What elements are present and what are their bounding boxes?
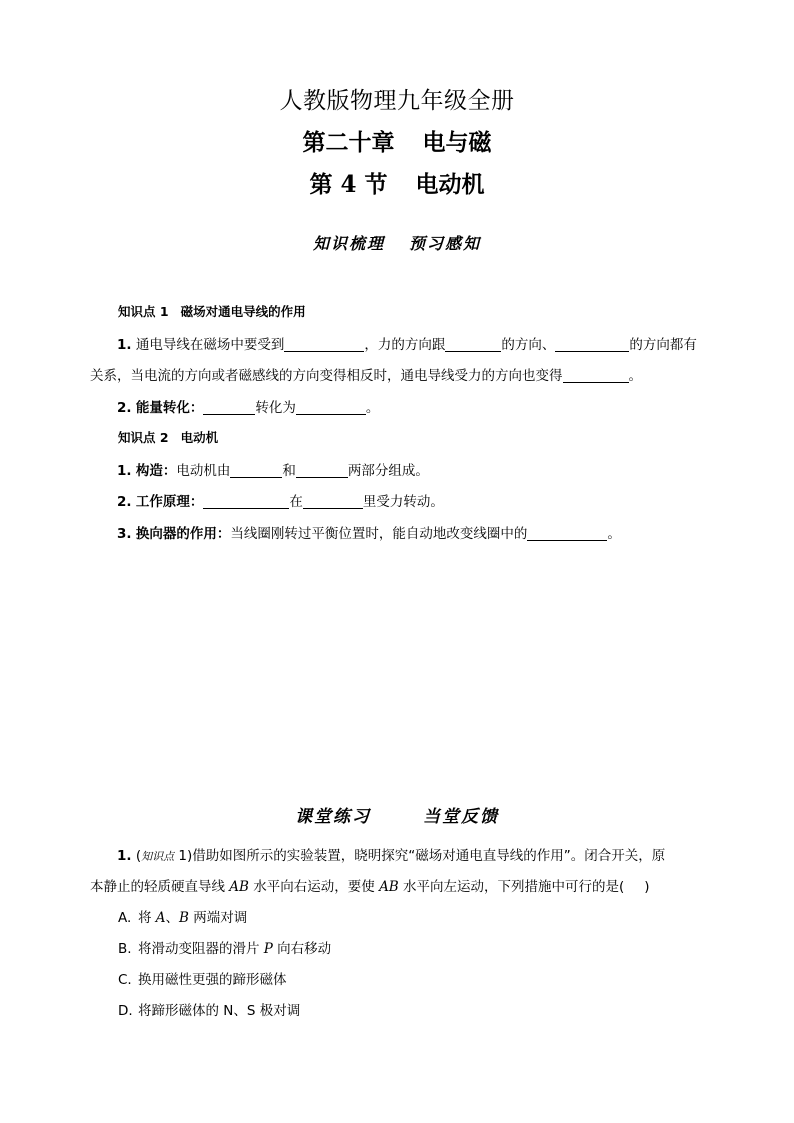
question-number: 1. bbox=[117, 337, 132, 353]
wire-ab-label: AB bbox=[379, 879, 399, 895]
q5-text-1: 当线圈刚转过平衡位置时，能自动地改变线圈中的 bbox=[230, 526, 528, 542]
q1-text-2: ，力的方向跟 bbox=[364, 337, 446, 353]
heading-part-b: 预习感知 bbox=[409, 234, 482, 253]
option-text: 向右移动 bbox=[272, 941, 332, 957]
option-b[interactable] bbox=[118, 937, 331, 957]
q4-text-1: 在 bbox=[289, 494, 303, 510]
knowledge-section-heading bbox=[0, 231, 794, 254]
option-text: 将蹄形磁体的 N、S 极对调 bbox=[138, 1003, 301, 1019]
ex1-text-1: 借助如图所示的实验装置，晓明探究“磁场对通电直导线的作用”。闭合开关，原 bbox=[192, 848, 666, 864]
question-number: 1. bbox=[117, 463, 132, 479]
question-1-line-1 bbox=[117, 333, 737, 353]
ex1-text-5: ) bbox=[644, 879, 650, 895]
option-text: 两端对调 bbox=[188, 910, 248, 926]
q1-text-5: 关系，当电流的方向或者磁感线的方向变得相反时，通电导线受力的方向也变得 bbox=[90, 368, 563, 384]
kp1-label: 知识点 1 bbox=[118, 304, 169, 319]
book-title: 人教版物理九年级全册 bbox=[279, 88, 515, 114]
answer-blank[interactable] bbox=[445, 337, 501, 352]
wire-ab-label: AB bbox=[229, 879, 249, 895]
answer-blank[interactable] bbox=[230, 463, 282, 478]
kp2-title: 电动机 bbox=[180, 430, 219, 445]
q2-text-2: 。 bbox=[365, 400, 380, 416]
kp2-label: 知识点 2 bbox=[118, 430, 169, 445]
q3-text-1: 电动机由 bbox=[176, 463, 231, 479]
ex1-text-3: 水平向右运动，要使 bbox=[248, 879, 380, 895]
q1-text-6: 。 bbox=[628, 368, 642, 384]
option-c[interactable] bbox=[118, 968, 287, 988]
q1-text-3: 的方向、 bbox=[501, 337, 556, 353]
point-b-label: B bbox=[179, 910, 189, 926]
section-title bbox=[0, 166, 794, 199]
option-text: 、 bbox=[165, 910, 180, 926]
point-a-label: A bbox=[155, 910, 166, 926]
answer-blank[interactable] bbox=[563, 368, 629, 383]
slider-p-label: P bbox=[263, 941, 273, 957]
question-2 bbox=[117, 396, 737, 416]
question-1-line-2 bbox=[90, 364, 710, 384]
answer-blank[interactable] bbox=[203, 400, 255, 415]
answer-blank[interactable] bbox=[284, 337, 364, 352]
q4-label: 工作原理： bbox=[135, 494, 204, 510]
q3-text-2: 和 bbox=[282, 463, 296, 479]
q5-text-2: 。 bbox=[607, 526, 621, 542]
answer-blank[interactable] bbox=[203, 494, 289, 509]
kp1-title: 磁场对通电导线的作用 bbox=[180, 304, 306, 319]
option-text: 将滑动变阻器的滑片 bbox=[138, 941, 264, 957]
q2-text-1: 转化为 bbox=[255, 400, 296, 416]
knowledge-point-tag: 知识点 bbox=[141, 850, 175, 863]
q3-label: 构造： bbox=[135, 463, 177, 479]
option-text: 将 bbox=[138, 910, 156, 926]
option-text: 换用磁性更强的蹄形磁体 bbox=[138, 972, 287, 988]
chapter-name: 电与磁 bbox=[422, 129, 492, 156]
answer-blank[interactable] bbox=[527, 526, 607, 541]
answer-blank[interactable] bbox=[296, 400, 366, 415]
heading-part-a: 知识梳理 bbox=[312, 234, 385, 253]
q4-text-2: 里受力转动。 bbox=[362, 494, 444, 510]
question-4 bbox=[117, 490, 737, 510]
chapter-label: 第二十章 bbox=[302, 129, 395, 156]
question-number: 2. bbox=[117, 400, 132, 416]
q2-label: 能量转化： bbox=[135, 400, 204, 416]
q1-text-4: 的方向都有 bbox=[629, 337, 697, 353]
knowledge-point-2-heading bbox=[118, 428, 738, 446]
tag-open: ( bbox=[135, 848, 142, 864]
section-label: 第 4 节 bbox=[309, 171, 388, 198]
option-letter: D. bbox=[118, 1003, 133, 1019]
heading-part-a: 课堂练习 bbox=[295, 807, 371, 827]
heading-part-b: 当堂反馈 bbox=[423, 807, 499, 827]
question-3 bbox=[117, 459, 737, 479]
ex1-text-2: 本静止的轻质硬直导线 bbox=[90, 879, 230, 895]
question-5 bbox=[117, 522, 737, 542]
tag-num: 1) bbox=[174, 848, 193, 864]
knowledge-point-1-heading bbox=[118, 302, 738, 320]
option-letter: A. bbox=[118, 910, 132, 926]
question-number: 2. bbox=[117, 494, 132, 510]
question-number: 3. bbox=[117, 526, 132, 542]
ex1-text-4: 水平向左运动，下列措施中可行的是( bbox=[398, 879, 625, 895]
option-letter: C. bbox=[118, 972, 132, 988]
exercise-1-line-1 bbox=[117, 844, 717, 864]
q3-text-3: 两部分组成。 bbox=[347, 463, 429, 479]
option-letter: B. bbox=[118, 941, 132, 957]
exercise-1-line-2 bbox=[90, 875, 710, 895]
answer-blank[interactable] bbox=[296, 463, 348, 478]
q5-label: 换向器的作用： bbox=[135, 526, 231, 542]
chapter-title bbox=[0, 124, 794, 157]
option-a[interactable] bbox=[118, 906, 247, 926]
answer-blank[interactable] bbox=[303, 494, 363, 509]
section-name: 电动机 bbox=[415, 171, 485, 198]
answer-blank[interactable] bbox=[555, 337, 629, 352]
practice-section-heading bbox=[0, 802, 794, 827]
question-number: 1. bbox=[117, 848, 132, 864]
q1-text-1: 通电导线在磁场中要受到 bbox=[135, 337, 285, 353]
option-d[interactable] bbox=[118, 999, 300, 1019]
